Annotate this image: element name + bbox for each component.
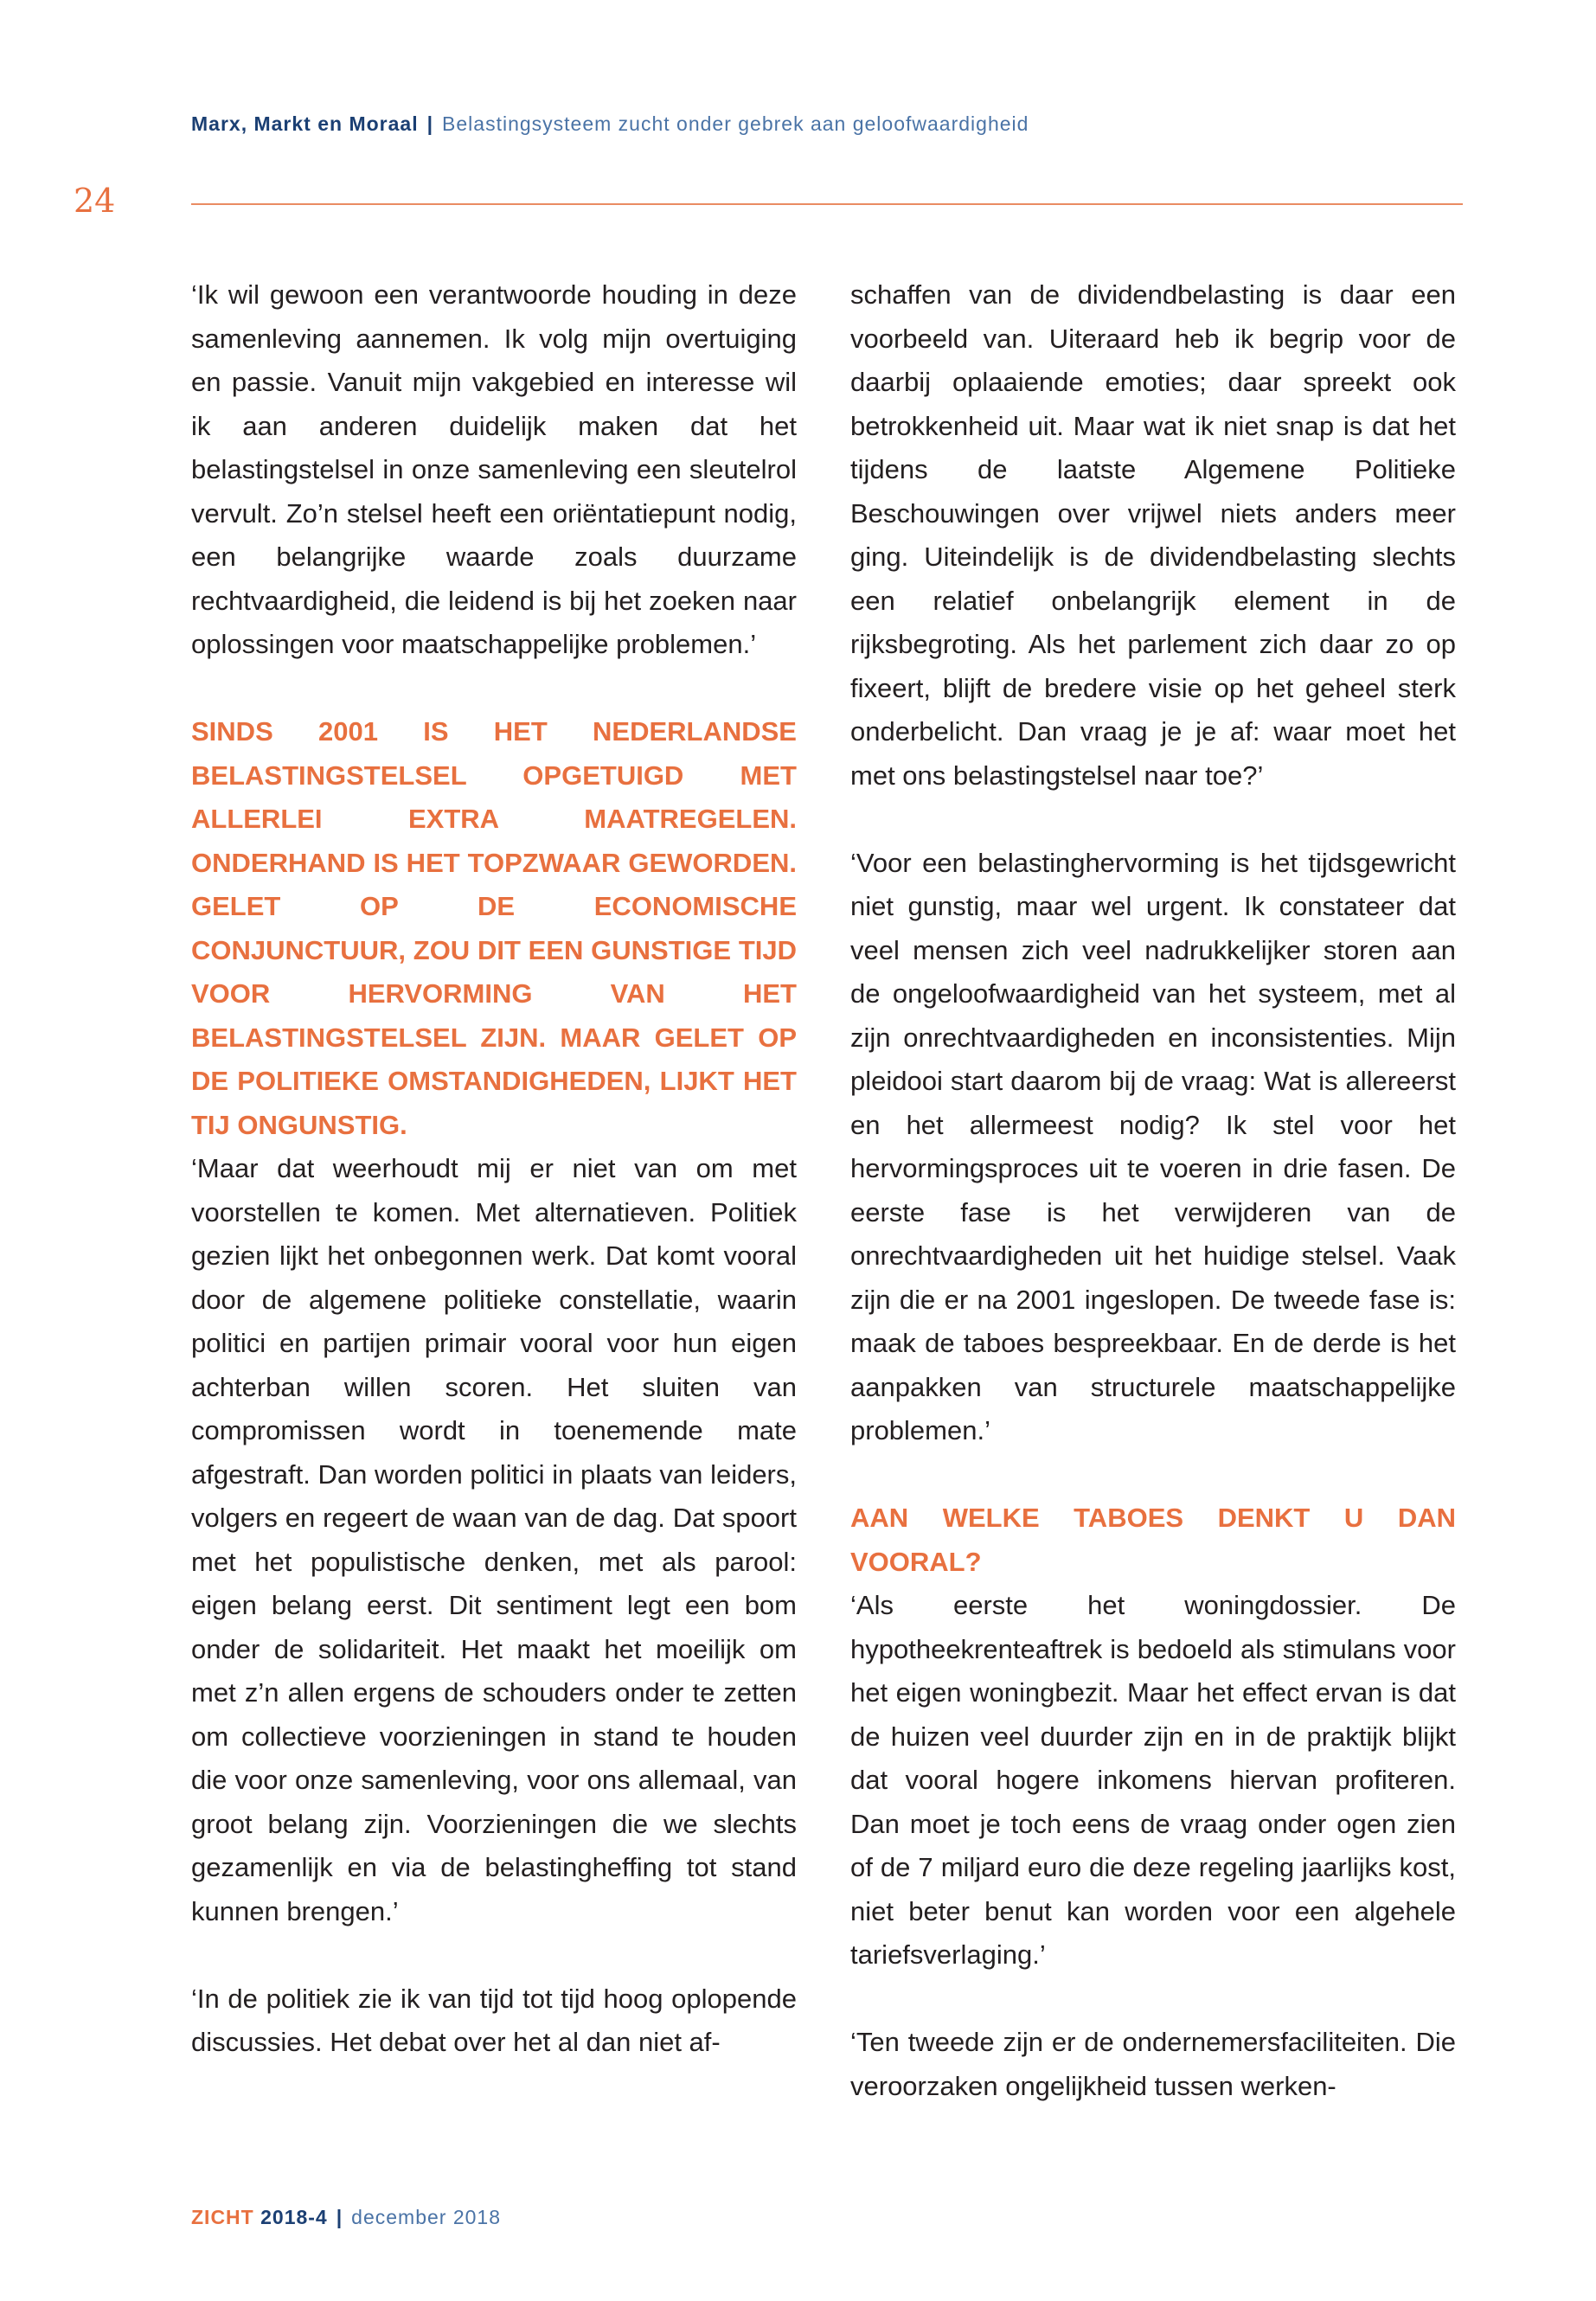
header-rule <box>191 203 1463 205</box>
running-footer <box>191 2206 501 2229</box>
footer-date: december 2018 <box>351 2206 502 2228</box>
header-separator: | <box>426 112 434 135</box>
right-column <box>850 273 1456 2108</box>
left-paragraph-2: ‘Maar dat weerhoudt mij er niet van om met voorstellen te komen. Met alternatieven. Politiek gezien lijkt het onbegonnen werk. Dat komt vooral door de algemene politieke constellatie, waarin politici en partijen primair vooral voor hun eigen achterban willen scoren. Het sluiten van compromissen wordt in toenemende mate afgestraft. Dan worden politici in plaats van leiders, volgers en regeert de waan van de dag. Dat spoort met het populistische denken, met als parool: eigen belang eerst. Dit sentiment legt een bom onder de solidariteit. Het maakt het moeilijk om met z’n allen ergens de schouders onder te zetten om collectieve voorzieningen in stand te houden die voor onze samenleving, voor ons allemaal, van groot belang zijn. Voorzieningen die we slechts gezamenlijk en via de belastingheffing tot stand kunnen brengen.’ <box>191 1153 797 1926</box>
right-paragraph-4: ‘Ten tweede zijn er de ondernemersfaciliteiten. Die veroorzaken ongelijkheid tussen werken- <box>850 2027 1456 2101</box>
right-paragraph-3: ‘Als eerste het woningdossier. De hypotheekrenteaftrek is bedoeld als stimulans voor het eigen woningbezit. Maar het effect ervan is dat de huizen veel duurder zijn en in de praktijk blijkt dat vooral hogere inkomens hiervan profiteren. Dan moet je toch eens de vraag onder ogen zien of de 7 miljard euro die deze regeling jaarlijks kost, niet beter benut kan worden voor een algehele tariefsverlaging.’ <box>850 1590 1456 1970</box>
page-number: 24 <box>74 182 116 220</box>
right-paragraph-1: schaffen van de dividendbelasting is daar een voorbeeld van. Uiteraard heb ik begrip voor de daarbij oplaaiende emoties; daar spreekt ook betrokkenheid uit. Maar wat ik niet snap is dat het tijdens de laatste Algemene Politieke Beschouwingen over vrijwel niets anders meer ging. Uiteindelijk is de dividendbelasting slechts een relatief onbelangrijk element in de rijksbegroting. Als het parlement zich daar zo op fixeert, blijft de bredere visie op het geheel sterk onderbelicht. Dan vraag je je af: waar moet het met ons belastingstelsel naar toe?’ <box>850 279 1456 791</box>
footer-issue: 2018-4 <box>260 2206 328 2228</box>
left-paragraph-3: ‘In de politiek zie ik van tijd tot tijd hoog oplopende discussies. Het debat over het al dan niet af- <box>191 1983 797 2057</box>
left-paragraph-1: ‘Ik wil gewoon een verantwoorde houding in deze samenleving aannemen. Ik volg mijn overtuiging en passie. Vanuit mijn vakgebied en interesse wil ik aan anderen duidelijk maken dat het belastingstelsel in onze samenleving een sleutelrol vervult. Zo’n stelsel heeft een oriëntatiepunt nodig, een belangrijke waarde zoals duurzame rechtvaardigheid, die leidend is bij het zoeken naar oplossingen voor maatschappelijke problemen.’ <box>191 279 797 659</box>
left-column <box>191 273 797 2065</box>
running-header <box>191 112 1463 136</box>
right-question-heading: AAN WELKE TABOES DENKT U DAN VOORAL? <box>850 1503 1456 1577</box>
header-subtitle: Belastingsysteem zucht onder gebrek aan geloofwaardigheid <box>442 112 1029 135</box>
footer-separator: | <box>336 2206 343 2228</box>
footer-magazine: ZICHT <box>191 2206 254 2228</box>
left-question-heading: SINDS 2001 IS HET NEDERLANDSE BELASTINGSTELSEL OPGETUIGD MET ALLERLEI EXTRA MAATREGELEN. ONDERHAND IS HET TOPZWAAR GEWORDEN. GELET OP DE ECONOMISCHE CONJUNCTUUR, ZOU DIT EEN GUNSTIGE TIJD VOOR HERVORMING VAN HET BELASTINGSTELSEL ZIJN. MAAR GELET OP DE POLITIEKE OMSTANDIGHEDEN, LIJKT HET TIJ ONGUNSTIG. <box>191 716 797 1140</box>
header-brand: Marx, Markt en Moraal <box>191 112 419 135</box>
right-paragraph-2: ‘Voor een belastinghervorming is het tijdsgewricht niet gunstig, maar wel urgent. Ik constateer dat veel mensen zich veel nadrukkelijker storen aan de ongeloofwaardigheid van het systeem, met al zijn onrechtvaardigheden en inconsistenties. Mijn pleidooi start daarom bij de vraag: Wat is allereerst en het allermeest nodig? Ik stel voor het hervormingsproces uit te voeren in drie fasen. De eerste fase is het verwijderen van de onrechtvaardigheden uit het huidige stelsel. Vaak zijn die er na 2001 ingeslopen. De tweede fase is: maak de taboes bespreekbaar. En de derde is het aanpakken van structurele maatschappelijke problemen.’ <box>850 847 1456 1445</box>
